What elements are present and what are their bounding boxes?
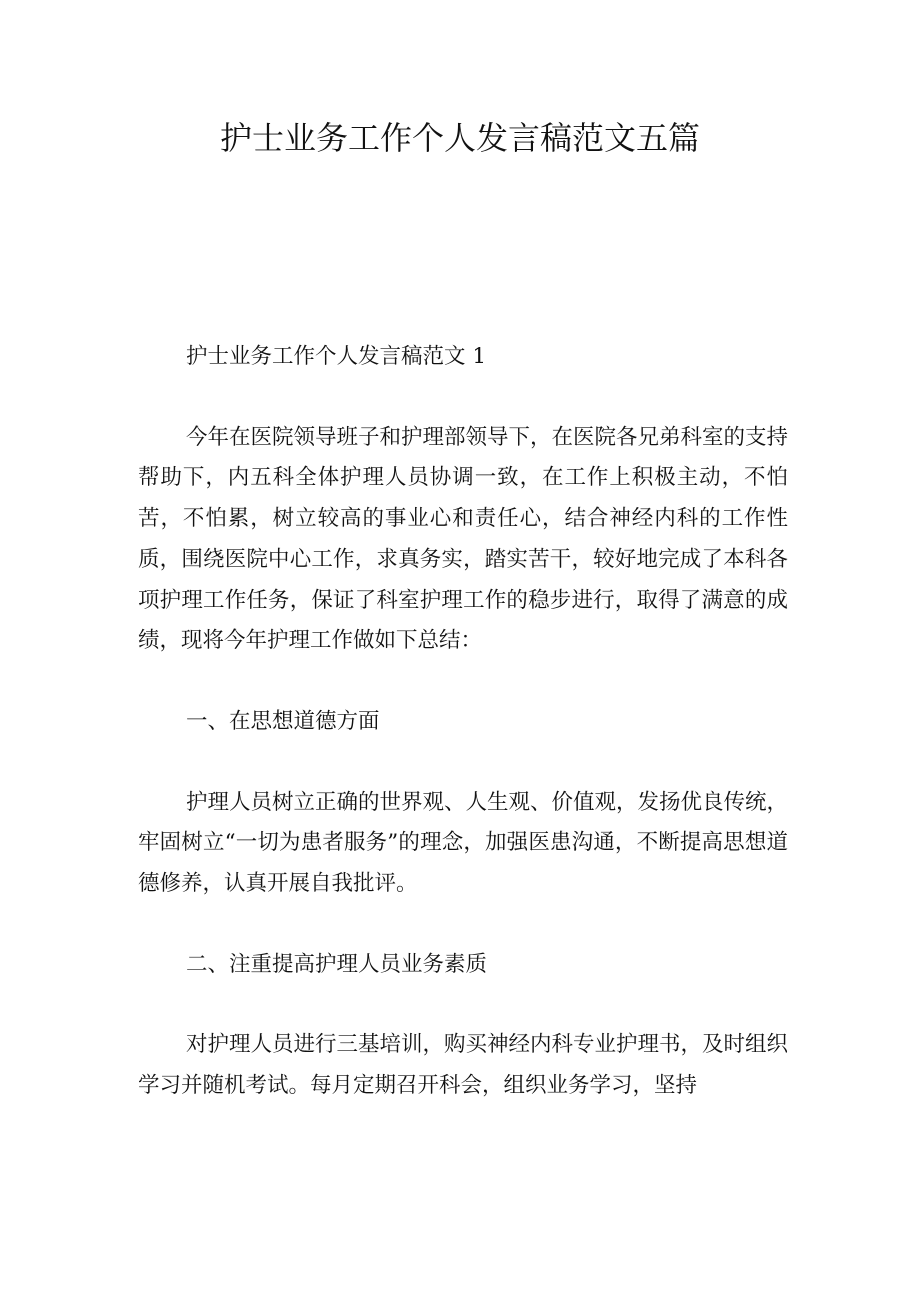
document-title: 护士业务工作个人发言稿范文五篇: [219, 119, 700, 157]
paragraph-spacer: [138, 743, 788, 783]
body-paragraph-training: 对护理人员进行三基培训，购买神经内科专业护理书，及时组织学习并随机考试。每月定期召开科会，组织业务学习，坚持: [138, 1032, 789, 1099]
subheading-quality: 二、注重提高护理人员业务素质: [186, 951, 488, 977]
subheading-ideology: 一、在思想道德方面: [186, 708, 380, 734]
section-heading: 护士业务工作个人发言稿范文 1: [186, 344, 487, 369]
paragraph-spacer: [138, 378, 788, 418]
paragraph-spacer: [138, 662, 788, 702]
paragraph-spacer: [138, 985, 788, 1025]
body-paragraph-ideology: 护理人员树立正确的世界观、人生观、价值观，发扬优良传统，牢固树立“一切为患者服务”的理念，加强医患沟通，不断提高思想道德修养，认真开展自我批评。: [138, 789, 789, 897]
body-paragraph-intro: 今年在医院领导班子和护理部领导下，在医院各兄弟科室的支持帮助下，内五科全体护理人员协调一致，在工作上积极主动，不怕苦，不怕累，树立较高的事业心和责任心，结合神经内科的工作性质，围绕医院中心工作，求真务实，踏实苦干，较好地完成了本科各项护理工作任务，保证了科室护理工作的稳步进行，取得了满意的成绩，现将今年护理工作做如下总结：: [138, 424, 789, 654]
document-body: [138, 337, 788, 1107]
paragraph-spacer: [138, 905, 788, 945]
